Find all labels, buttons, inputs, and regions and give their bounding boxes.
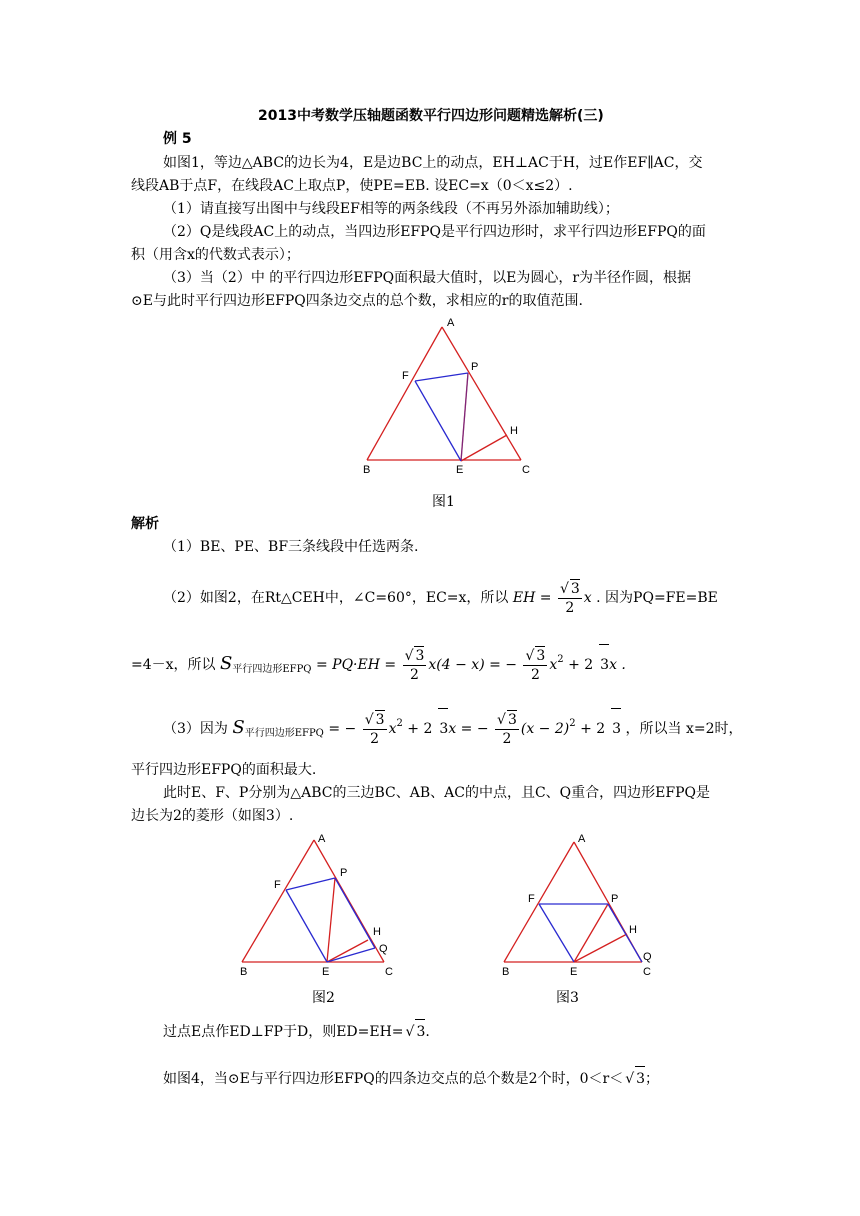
question-2-cont: 积（用含x的代数式表示）； — [131, 247, 300, 263]
area-subscript: 平行四边形EFPQ — [232, 664, 312, 675]
figure-2 — [232, 830, 402, 980]
s2b-mid2: x(4 − x) = − — [428, 657, 518, 673]
fig3-label-b: B — [502, 966, 510, 978]
fig3-label-a: A — [578, 833, 586, 845]
solution-5: 过点E点作ED⊥FP于D，则ED=EH= √ 3. — [163, 1019, 430, 1044]
segment-fe — [415, 381, 461, 461]
s2b-end: x . — [609, 657, 626, 673]
fig3-label-e: E — [570, 966, 578, 978]
figure-1-caption: 图1 — [432, 494, 455, 510]
s5-pre: 过点E点作ED⊥FP于D，则ED=EH= — [163, 1024, 404, 1040]
fig2-label-e: E — [322, 966, 330, 978]
solution-1: （1）BE、PE、BF三条线段中任选两条. — [163, 539, 419, 555]
figure-3 — [492, 830, 662, 980]
label-p: P — [471, 361, 479, 373]
question-1: （1）请直接写出图中与线段EF相等的两条线段（不再另外添加辅助线）； — [163, 201, 619, 217]
label-c: C — [522, 464, 530, 476]
solution-heading: 解析 — [131, 516, 159, 532]
solution-6: 如图4，当⊙E与平行四边形EFPQ的四条边交点的总个数是2个时，0＜r＜ √ 3； — [163, 1066, 659, 1091]
s3-pre: （3）因为 — [163, 721, 228, 737]
solution-4-line-1: 此时E、F、P分别为△ABC的三边BC、AB、AC的中点，且C、Q重合，四边形EFPQ是 — [163, 785, 710, 801]
fraction-sqrt3-over-2: $\frac{√ 3}{2}$ — [559, 581, 580, 616]
s2-text: （2）如图2，在Rt△CEH中，∠C=60°，EC=x，所以 — [163, 590, 509, 606]
solution-3-line: （3）因为 $S_{平行四边形EFPQ}$ = − $\frac{√ 3}{2}$ $x^2 + 2$ 3x = − $\frac{√ 3}{2}$ $(x - 2)^2 + 2$ 3 ，所以当 x=2时， — [163, 704, 743, 754]
fig2-label-a: A — [318, 833, 326, 845]
label-f: F — [402, 370, 409, 382]
area-symbol: S — [220, 653, 233, 674]
segment-fp — [415, 373, 468, 381]
s2b-tail: + 2 — [568, 657, 594, 673]
s2b-pre: =4－x，所以 — [131, 657, 216, 673]
figure-1 — [355, 315, 545, 480]
fig2-label-h: H — [373, 926, 381, 938]
fig3-label-p: P — [611, 893, 619, 905]
label-h: H — [510, 425, 518, 437]
var-x: x — [583, 590, 592, 606]
s3-post: ，所以当 x=2时， — [625, 721, 743, 737]
question-3: （3）当（2）中 的平行四边形EFPQ面积最大值时，以E为圆心，r为半径作圆，根据 — [163, 270, 692, 286]
example-label: 例 5 — [163, 131, 192, 147]
figure-2-caption: 图2 — [312, 990, 335, 1006]
segment-eh — [461, 435, 507, 461]
s2-post: . 因为PQ=FE=BE — [596, 590, 718, 606]
fig3-label-f: F — [528, 893, 535, 905]
eh-lhs: EH = — [512, 590, 552, 606]
s2b-mid1: = PQ·EH = — [315, 657, 397, 673]
fig2-label-f: F — [274, 879, 281, 891]
question-2: （2）Q是线段AC上的动点，当四边形EFPQ是平行四边形时，求平行四边形EFPQ的面 — [163, 224, 706, 240]
figure-3-caption: 图3 — [556, 990, 579, 1006]
label-e: E — [456, 464, 464, 476]
fig2-label-c: C — [385, 966, 393, 978]
s6-pre: 如图4，当⊙E与平行四边形EFPQ的四条边交点的总个数是2个时，0＜r＜ — [163, 1071, 624, 1087]
fig3-label-q: Q — [643, 951, 652, 963]
solution-2-line-2: =4－x，所以 $S_{平行四边形EFPQ} = PQ\cdot EH$ = $\frac{√ 3}{2}$ x(4 − x) = − $\frac{√ 3}{2}$ $x^2 + 2$ 3x . — [131, 640, 626, 690]
problem-line: 线段AB于点F，在线段AC上取点P，使PE=EB. 设EC=x（0＜x≤2）. — [131, 178, 573, 194]
fig2-label-q: Q — [379, 943, 388, 955]
fig3-label-h: H — [629, 924, 637, 936]
s2b-mid3: x — [549, 657, 558, 673]
solution-4-line-2: 边长为2的菱形（如图3）. — [131, 808, 294, 824]
side-ab — [367, 327, 442, 460]
label-a: A — [447, 317, 455, 329]
document-title: 2013中考数学压轴题函数平行四边形问题精选解析(三) — [258, 108, 604, 124]
label-b: B — [363, 464, 371, 476]
fig3-label-c: C — [643, 966, 651, 978]
question-3-cont: ⊙E与此时平行四边形EFPQ四条边交点的总个数，求相应的r的取值范围. — [131, 293, 583, 309]
fig2-label-b: B — [240, 966, 248, 978]
fig2-label-p: P — [340, 867, 348, 879]
solution-2-line — [163, 578, 718, 618]
solution-3-cont: 平行四边形EFPQ的面积最大. — [131, 762, 317, 778]
side-ac — [442, 327, 521, 460]
problem-line: 如图1，等边△ABC的边长为4，E是边BC上的动点，EH⊥AC于H，过E作EF∥AC，交 — [163, 155, 703, 171]
